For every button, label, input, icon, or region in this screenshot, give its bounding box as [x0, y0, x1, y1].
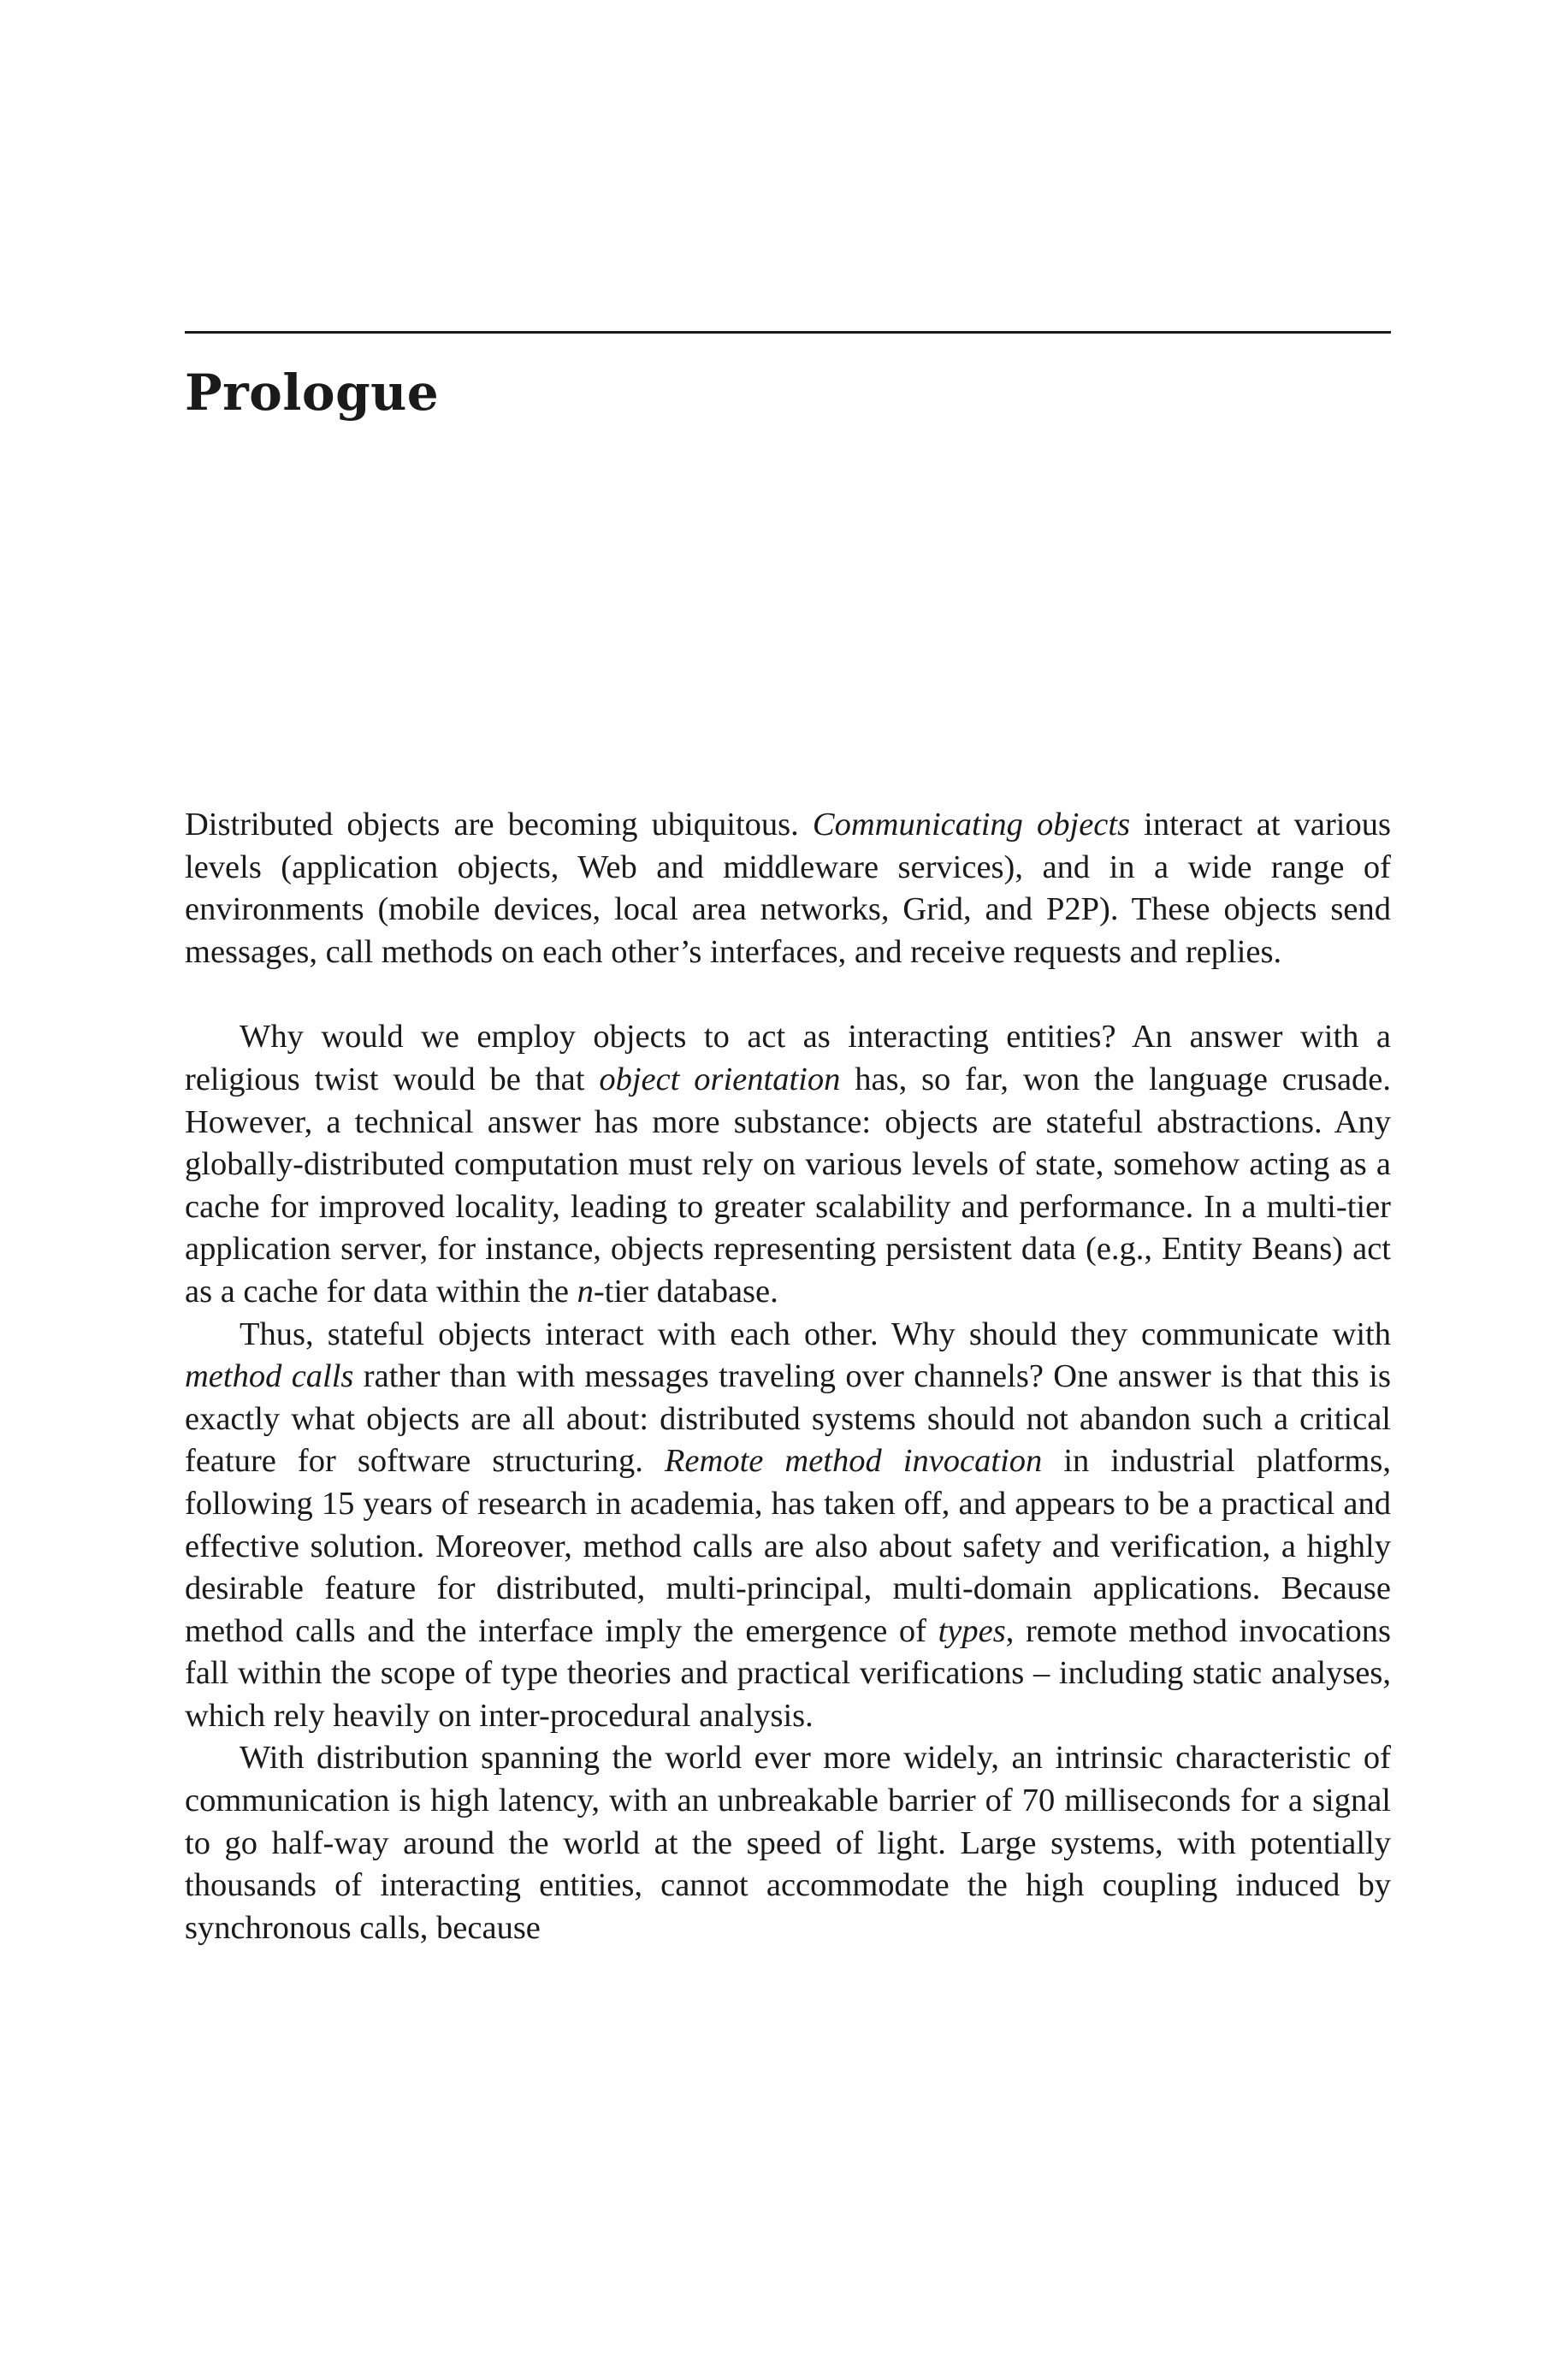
paragraph-text: -tier database.	[593, 1273, 778, 1310]
paragraph-text: , remote method invocations fall within the scope of type theories and practical verifications – including static analyses, which rely heavily on inter-procedural analysis.	[185, 1612, 1391, 1734]
paragraph-text: Thus, stateful objects interact with each other. Why should they communicate with	[240, 1316, 1391, 1352]
emphasis-text: object orientation	[599, 1061, 841, 1097]
paragraph-2	[185, 1016, 1391, 1313]
paragraph-text: Why would we employ objects to act as interacting entities? An answer with a religious twist would be that	[185, 1019, 1391, 1097]
paragraph-3	[185, 1314, 1391, 1738]
emphasis-text: n	[577, 1273, 594, 1310]
emphasis-text: types	[938, 1612, 1006, 1649]
emphasis-text: Remote method invocation	[664, 1443, 1043, 1480]
emphasis-text: method calls	[185, 1358, 354, 1395]
paragraph-text: in industrial platforms, following 15 years of research in academia, has taken off, and appears to be a practical and effective solution. Moreover, method calls are also about safety and verification, a highly desirable feature for distributed, multi-principal, multi-domain applications. Because method calls and the interface imply the emergence of	[185, 1443, 1391, 1649]
paragraph-text: interact at various levels (application objects, Web and middleware services), and in a wide range of environments (mobile devices, local area networks, Grid, and P2P). These objects send messages, call methods on each other’s interfaces, and receive requests and replies.	[185, 807, 1391, 970]
chapter-body	[185, 804, 1391, 1949]
chapter-title: Prologue	[185, 364, 440, 422]
paragraph-4	[185, 1737, 1391, 1949]
paragraph-1	[185, 804, 1391, 973]
emphasis-text: Communicating objects	[812, 807, 1131, 843]
paragraph-text: With distribution spanning the world ever more widely, an intrinsic characteristic of communication is high latency, with an unbreakable barrier of 70 milliseconds for a signal to go half-way around the world at the speed of light. Large systems, with potentially thousands of interacting entities, cannot accommodate the high coupling induced by synchronous calls, because	[185, 1740, 1391, 1946]
paragraph-text: rather than with messages traveling over channels? One answer is that this is exactly what objects are all about: distributed systems should not abandon such a critical feature for software structuring.	[185, 1358, 1391, 1480]
paragraph-text: has, so far, won the language crusade. However, a technical answer has more substance: objects are stateful abstractions. Any globally-distributed computation must rely on various levels of state, somehow acting as a cache for improved locality, leading to greater scalability and performance. In a multi-tier application server, for instance, objects representing persistent data (e.g., Entity Beans) act as a cache for data within the	[185, 1061, 1391, 1310]
chapter-rule	[185, 331, 1391, 334]
paragraph-text: Distributed objects are becoming ubiquitous.	[185, 807, 813, 843]
